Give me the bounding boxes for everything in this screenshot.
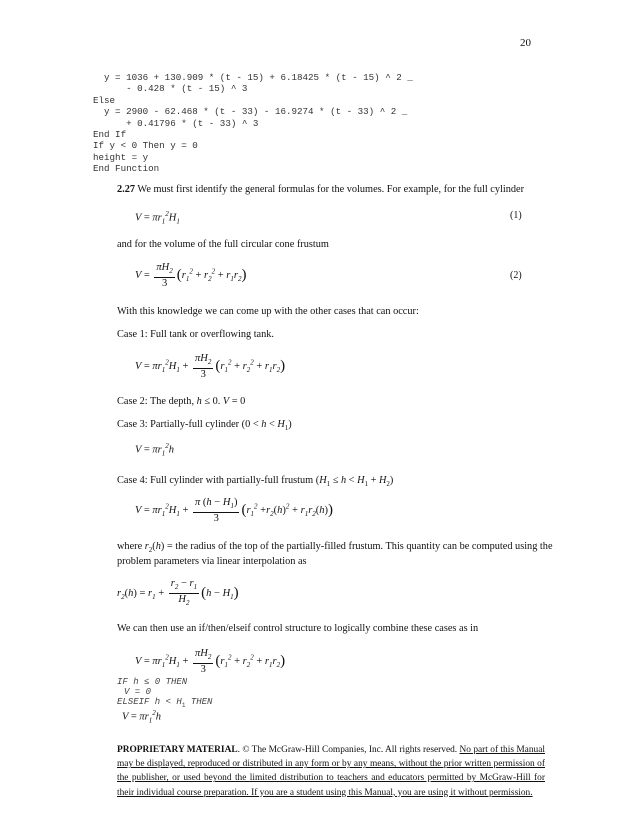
- footer-underlined: No part of this Manual may be displayed, reproduced or distributed in any form or by any means, without the prior written permission of the publisher, or used beyond the limited distribution to teachers and educators permitted by McGraw-Hill for their individual course preparation. If you are a student using this Manual, you are using it without permission.: [117, 745, 545, 798]
- case-4-prefix: Case 4: Full cylinder with partially-full frustum (: [117, 475, 320, 486]
- case-2-text: Case 2: The depth, h ≤ 0. V = 0: [117, 396, 246, 407]
- pseudo-elseif: ELSEIF h < H: [117, 697, 182, 707]
- frustum-text: and for the volume of the full circular cone frustum: [117, 239, 329, 250]
- footer-bold: PROPRIETARY MATERIAL: [117, 745, 238, 755]
- problem-intro: [117, 184, 524, 195]
- code-block: y = 1036 + 130.909 * (t - 15) + 6.18425 * (t - 15) ^ 2 _ - 0.428 * (t - 15) ^ 3 Else y = 2900 - 62.468 * (t - 33) - 16.9274 * (t - 33) ^ 2 _ + 0.41796 * (t - 33) ^ 3 End If If y < 0 Then y = 0 height = y End Function: [93, 72, 413, 175]
- case-4-equation: $V = \pi r_1^2H_1$ + $\frac{\pi (h - H_1)}{3}$ $(r_1^2 +r_2(h)^2 + r_1r_2(h))$: [135, 497, 334, 525]
- page-number: 20: [520, 37, 531, 49]
- where-line-1: where $r_2(h)$ = the radius of the top of the partially-filled frustum. This quantity can be computed using the: [117, 541, 553, 555]
- case-1-text: Case 1: Full tank or overflowing tank.: [117, 329, 275, 340]
- equation-2-number: (2): [510, 270, 522, 281]
- control-text: We can then use an if/then/elseif control structure to logically combine these cases as in: [117, 623, 479, 634]
- case-1-equation: $V = \pi r_1^2H_1$ + $\frac{\pi H_2}{3}$ $(r_1^2 + r_2^2 + r_1r_2)$: [135, 353, 286, 381]
- footer-normal: . © The McGraw-Hill Companies, Inc. All rights reserved.: [237, 745, 460, 755]
- case-3-prefix: Case 3: Partially-full cylinder (: [117, 419, 246, 430]
- case-2-prefix: Case 2: The depth,: [117, 396, 197, 407]
- final-equation: $V = \pi r_1^2H_1$ + $\frac{\pi H_2}{3}$ $(r_1^2 + r_2^2 + r_1r_2)$: [135, 648, 286, 676]
- equation-2: V = $\frac{\pi H_2}{3}$ $(r_1^2 + r_2^2 + r_1r_2)$: [135, 262, 247, 290]
- cases-intro: With this knowledge we can come up with the other cases that can occur:: [117, 306, 419, 317]
- pseudo-cylinder-eq: $V = \pi r_1^2h$: [122, 709, 162, 725]
- intro-text: We must first identify the general formulas for the volumes. For example, for the full cylinder: [135, 184, 525, 195]
- equation-1-number: (1): [510, 210, 522, 221]
- problem-number: 2.27: [117, 184, 136, 195]
- interpolation-equation: $r_2(h) = r_1$ + $\frac{r_2 - r_1}{H_2}$ $(h - H_1)$: [117, 578, 239, 608]
- case-3-text: Case 3: Partially-full cylinder $(0 < h < H_1)$: [117, 419, 292, 433]
- case-4-text: Case 4: Full cylinder with partially-full frustum $(H_1 \le h < H_1 + H_2)$: [117, 475, 394, 489]
- where-line-2: problem parameters via linear interpolation as: [117, 556, 307, 567]
- pseudo-v-zero: V = 0: [124, 687, 152, 697]
- equation-1: $V = \pi r_1^2H_1$: [135, 210, 180, 226]
- where-text-1: = the radius of the top of the partially-filled frustum. This quantity can be computed using the: [164, 541, 553, 552]
- pseudo-elseif-line: ELSEIF $h < H_1$ THEN: [117, 697, 213, 709]
- case-3-equation: $V = \pi r_1^2h$: [135, 442, 175, 458]
- pseudo-then: THEN: [185, 697, 213, 707]
- pseudo-if-line: IF h ≤ 0 THEN: [117, 677, 188, 687]
- proprietary-footer: [117, 743, 545, 800]
